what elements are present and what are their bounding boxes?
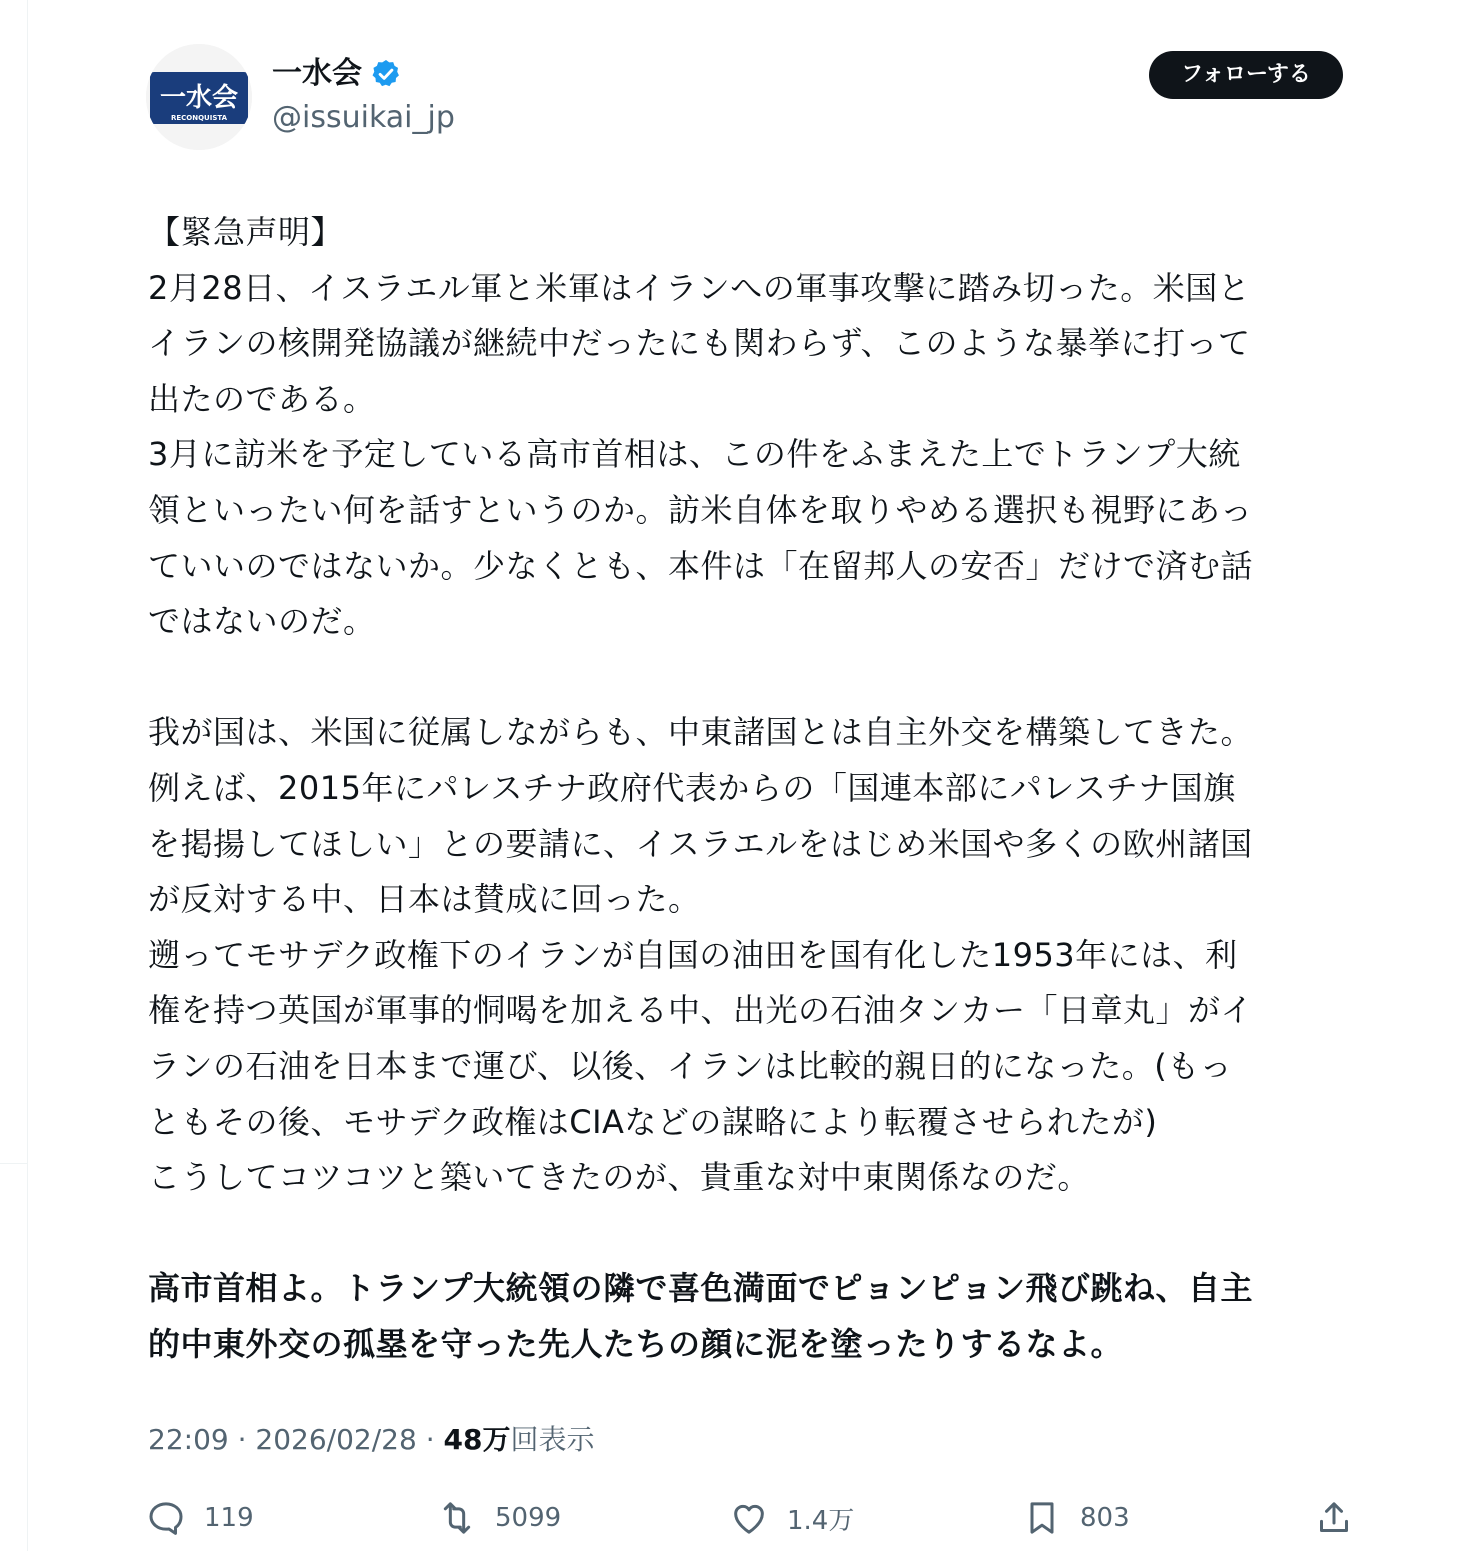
verified-badge-icon [370,58,402,90]
paragraph-gap [148,650,1363,706]
tweet-line: こうしてコツコツと築いてきたのが、貴重な対中東関係なのだ。 [148,1158,1090,1197]
meta-separator: · [416,1423,444,1456]
bookmark-count: 803 [1080,1503,1130,1533]
tweet-line: 我が国は、米国に従属しながらも、中東諸国とは自主外交を構築してきた。 [148,713,1254,752]
tweet-date[interactable]: 2026/02/28 [255,1423,417,1456]
repost-button[interactable] [437,1494,561,1542]
heart-icon [729,1498,769,1538]
tweet-line: を掲揚してほしい」との要請に、イスラエルをはじめ米国や多くの欧州諸国 [148,824,1253,863]
repost-count: 5099 [495,1503,562,1533]
tweet-text [148,205,1363,1372]
avatar-title: 一水会 [159,83,239,113]
column-divider-stub [0,1163,27,1164]
tweet-line: 3月に訪米を予定している高市首相は、この件をふまえた上でトランプ大統 [148,435,1241,474]
avatar-logo [146,44,252,150]
tweet-line: 権を持つ英国が軍事的恫喝を加える中、出光の石油タンカー「日章丸」がイ [148,991,1254,1030]
display-name[interactable]: 一水会 [272,56,362,91]
tweet-line: 出たのである。 [148,379,376,418]
author-info [272,54,455,138]
tweet-line: が反対する中、日本は賛成に回った。 [148,880,701,919]
tweet-line: イランの核開発協議が継続中だったにも関わらず、このような暴挙に打って [148,324,1251,363]
tweet-line: 遡ってモサデク政権下のイランが自国の油田を国有化した1953年には、利 [148,935,1238,974]
reply-icon [146,1498,186,1538]
repost-icon [437,1498,477,1538]
tweet-line: ランの石油を日本まで運び、以後、イランは比較的親日的になった。(もっ [148,1046,1233,1085]
meta-separator: · [228,1423,256,1456]
tweet-meta [148,1418,594,1462]
views-count: 48万 [443,1423,511,1456]
tweet-line: 的中東外交の孤塁を守った先人たちの顔に泥を塗ったりするなよ。 [148,1324,1124,1363]
tweet-line: 2月28日、イスラエル軍と米軍はイランへの軍事攻撃に踏み切った。米国と [148,268,1251,307]
avatar[interactable] [146,44,252,150]
tweet-line: ともその後、モサデク政権はCIAなどの謀略により転覆させられたが) [148,1102,1158,1141]
share-icon [1314,1498,1354,1538]
avatar-subtitle: RECONQUISTA [170,114,228,122]
follow-button[interactable]: フォローする [1149,51,1343,99]
share-button[interactable] [1314,1494,1354,1542]
bookmark-icon [1022,1498,1062,1538]
tweet-line: ではないのだ。 [148,602,376,641]
bookmark-button[interactable] [1022,1494,1130,1542]
reply-button[interactable] [146,1494,254,1542]
tweet-line: 高市首相よ。トランプ大統領の隣で喜色満面でピョンピョン飛び跳ね、自主 [148,1269,1254,1308]
tweet-time[interactable]: 22:09 [148,1423,229,1456]
handle[interactable]: @issuikai_jp [272,100,455,135]
like-button[interactable] [729,1494,854,1542]
views-label: 回表示 [510,1423,595,1456]
reply-count: 119 [204,1503,254,1533]
tweet-line: 【緊急声明】 [148,213,344,251]
like-count: 1.4万 [787,1505,855,1536]
tweet-line: 領といったい何を話すというのか。訪米自体を取りやめる選択も視野にあっ [148,490,1253,529]
column-divider [27,0,28,1551]
tweet-line: 例えば、2015年にパレスチナ政府代表からの「国連本部にパレスチナ国旗 [148,768,1236,807]
tweet-line: ていいのではないか。少なくとも、本件は「在留邦人の安否」だけで済む話 [148,546,1254,585]
paragraph-gap [148,1206,1363,1262]
